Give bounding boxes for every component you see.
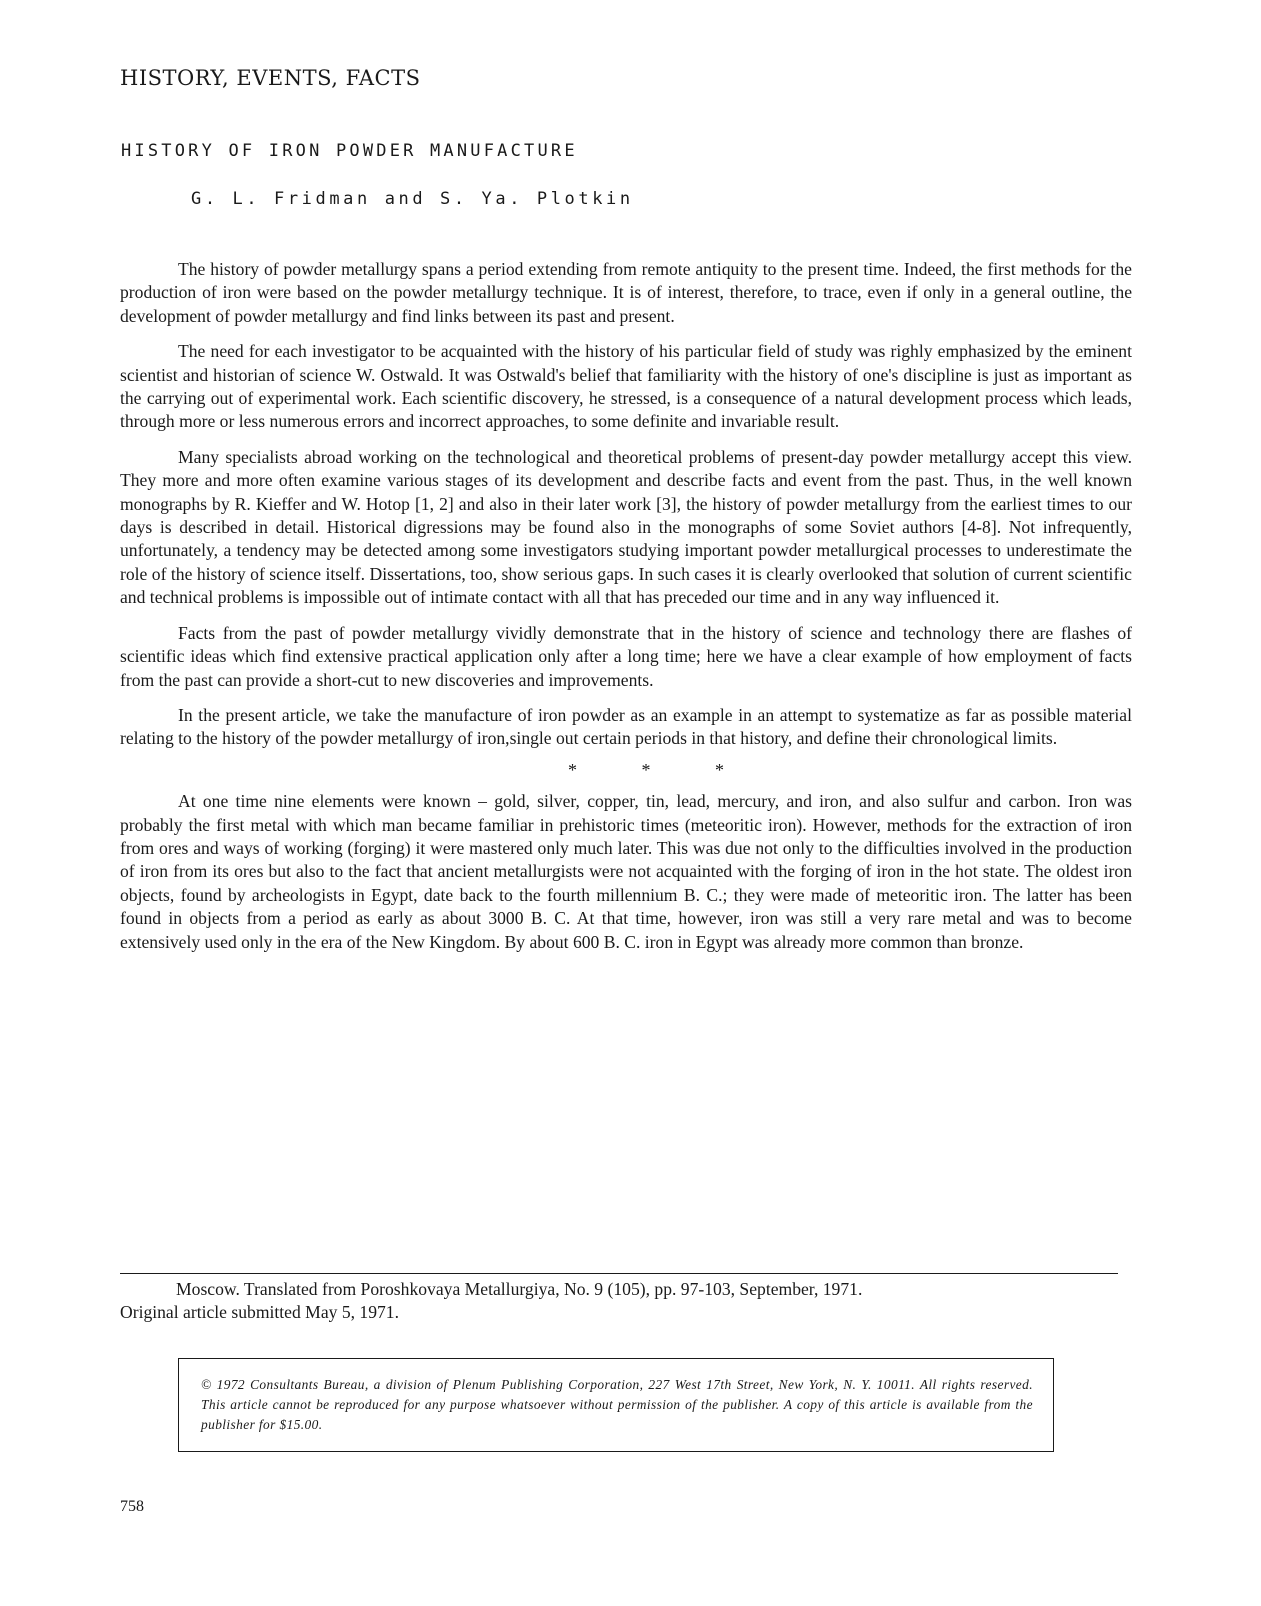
copyright-notice: © 1972 Consultants Bureau, a division of Plenum Publishing Corporation, 227 West 17th Street, New York, N. Y. 10011. All rights reserved. This article cannot be reproduced for any purpose whatsoever without permission of the publisher. A copy of this article is available from the publisher for $15.00. (178, 1358, 1054, 1452)
article-body (120, 258, 1132, 966)
article-authors: G. L. Fridman and S. Ya. Plotkin (191, 189, 634, 209)
page-number: 758 (120, 1498, 144, 1515)
section-separator: * * * (568, 759, 724, 780)
footnote-submitted: Original article submitted May 5, 1971. (120, 1302, 400, 1323)
footnote-source: Moscow. Translated from Poroshkovaya Metallurgiya, No. 9 (105), pp. 97-103, September, 1971. (176, 1279, 863, 1299)
footnote-divider (120, 1273, 1118, 1274)
paragraph-5: In the present article, we take the manufacture of iron powder as an example in an attempt to systematize as far as possible material relating to the history of the powder metallurgy of iron,single out certain periods in that history, and define their chronological limits. (120, 704, 1132, 749)
paragraph-1: The history of powder metallurgy spans a period extending from remote antiquity to the present time. Indeed, the first methods for the production of iron were based on the powder metallurgy technique. It is of interest, therefore, to trace, even if only in a general outline, the development of powder metallurgy and find links between its past and present. (120, 259, 1132, 326)
paragraph-6: At one time nine elements were known – gold, silver, copper, tin, lead, mercury, and iron, and also sulfur and carbon. Iron was probably the first metal with which man became familiar in prehistoric times (meteoritic iron). However, methods for the extraction of iron from ores and ways of working (forging) it were mastered only much later. This was due not only to the difficulties involved in the production of iron from its ores but also to the fact that ancient metallurgists were not acquainted with the forging of iron in the hot state. The oldest iron objects, found by archeologists in Egypt, date back to the fourth millennium B. C.; they were made of meteoritic iron. The latter has been found in objects from a period as early as about 3000 B. C. At that time, however, iron was still a very rare metal and was to become extensively used only in the era of the New Kingdom. By about 600 B. C. iron in Egypt was already more common than bronze. (120, 791, 1132, 952)
paragraph-4: Facts from the past of powder metallurgy vividly demonstrate that in the history of science and technology there are flashes of scientific ideas which find extensive practical application only after a long time; here we have a clear example of how employment of facts from the past can provide a short-cut to new discoveries and improvements. (120, 622, 1132, 690)
paragraph-2: The need for each investigator to be acquainted with the history of his particular field of study was righly emphasized by the eminent scientist and historian of science W. Ostwald. It was Ostwald's belief that familiarity with the history of one's discipline is just as important as the carrying out of experimental work. Each scientific discovery, he stressed, is a consequence of a natural development process which leads, through more or less numerous errors and incorrect approaches, to some definite and invariable result. (120, 341, 1132, 432)
paragraph-3: Many specialists abroad working on the technological and theoretical problems of present-day powder metallurgy accept this view. They more and more often examine various stages of its development and describe facts and event from the past. Thus, in the well known monographs by R. Kieffer and W. Hotop [1, 2] and also in their later work [3], the history of powder metallurgy from the earliest times to our days is described in detail. Historical digressions may be found also in the monographs of some Soviet authors [4-8]. Not infrequently, unfortunately, a tendency may be detected among some investigators studying important powder metallurgical processes to underestimate the role of the history of science itself. Dissertations, too, show serious gaps. In such cases it is clearly overlooked that solution of current scientific and technical problems is impossible out of intimate contact with all that has preceded our time and in any way influenced it. (120, 446, 1132, 608)
footnote (120, 1278, 1120, 1325)
article-title: HISTORY OF IRON POWDER MANUFACTURE (121, 141, 578, 161)
section-header: HISTORY, EVENTS, FACTS (120, 66, 421, 90)
